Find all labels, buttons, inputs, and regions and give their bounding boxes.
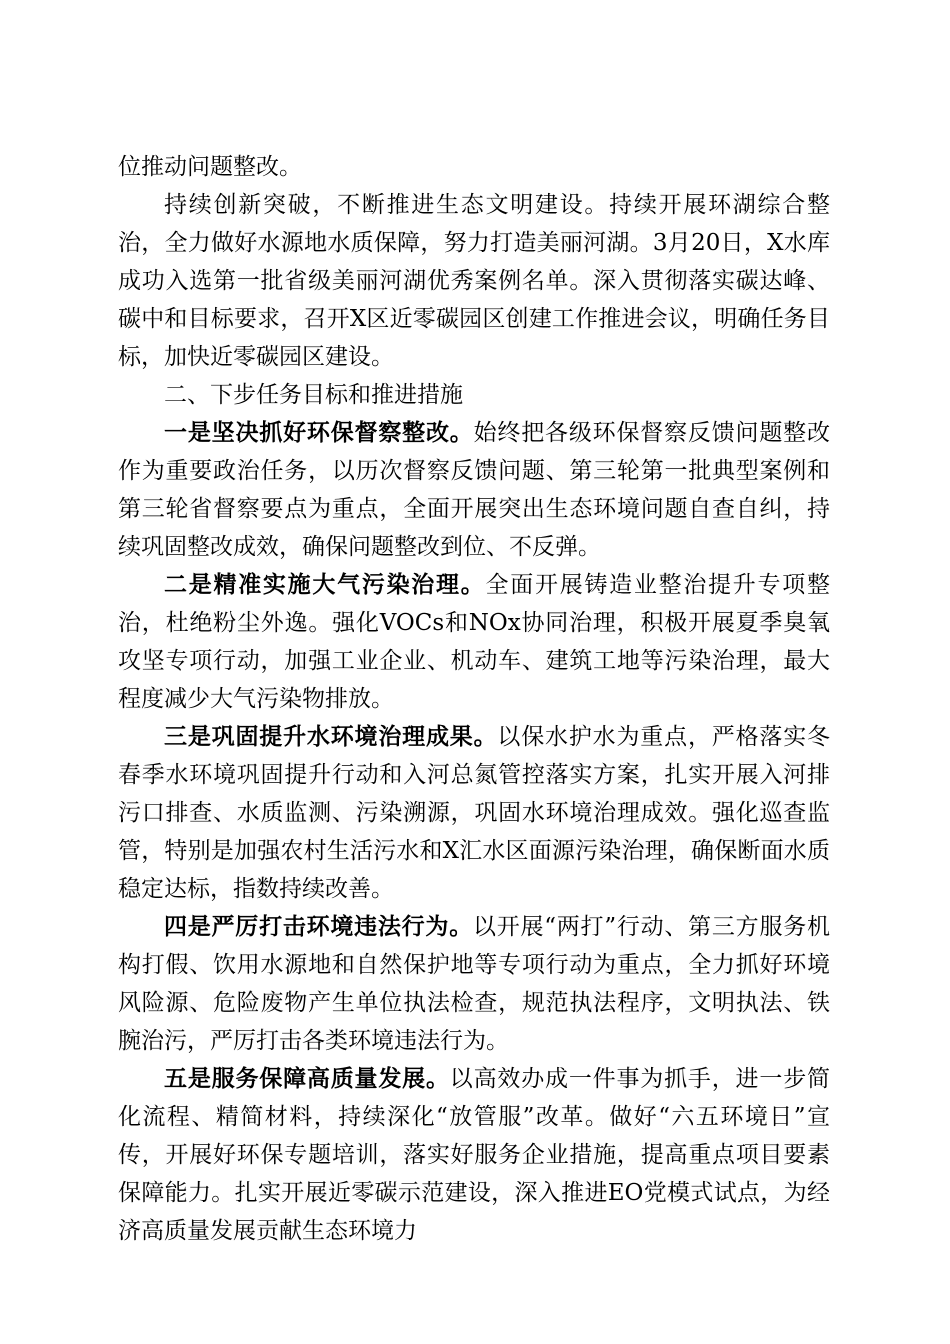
paragraph-text: 全面开展铸造业整治提升专项整治，杜绝粉尘外逸。强化VOCs和NOx协同治理，积极开展夏季臭氧攻坚专项行动，加强工业企业、机动车、建筑工地等污染治理，最大程度减少大气污染物排放。 (118, 572, 831, 712)
paragraph-service-development (118, 1060, 830, 1250)
paragraph-ecological-civilization (118, 186, 830, 376)
paragraph-lead: 五是服务保障高质量发展。 (164, 1065, 450, 1092)
paragraph-text: 以开展“两打”行动、第三方服务机构打假、饮用水源地和自然保护地等专项行动为重点，全力抓好环境风险源、危险废物产生单位执法检查，规范执法程序，文明执法、铁腕治污，严厉打击各类环境违法行为。 (118, 914, 830, 1054)
paragraph-continuation (118, 148, 830, 186)
paragraph-lead: 四是严厉打击环境违法行为。 (164, 913, 473, 940)
document-body (118, 148, 830, 1250)
paragraph-law-enforcement (118, 908, 830, 1060)
section-heading-text: 二、下步任务目标和推进措施 (164, 382, 463, 408)
paragraph-water-environment (118, 718, 830, 908)
paragraph-text: 始终把各级环保督察反馈问题整改作为重要政治任务，以历次督察反馈问题、第三轮第一批典型案例和第三轮省督察要点为重点，全面开展突出生态环境问题自查自纠，持续巩固整改成效，确保问题整改到位、不反弹。 (118, 420, 831, 560)
paragraph-text: 以高效办成一件事为抓手，进一步简化流程、精简材料，持续深化“放管服”改革。做好“六五环境日”宣传，开展好环保专题培训，落实好服务企业措施，提高重点项目要素保障能力。扎实开展近零碳示范建设，深入推进EO党模式试点，为经济高质量发展贡献生态环境力 (118, 1066, 831, 1244)
paragraph-text: 位推动问题整改。 (118, 154, 302, 180)
paragraph-air-pollution (118, 566, 830, 718)
paragraph-inspection-rectification (118, 414, 830, 566)
paragraph-lead: 二是精准实施大气污染治理。 (164, 571, 486, 598)
paragraph-text: 以保水护水为重点，严格落实冬春季水环境巩固提升行动和入河总氮管控落实方案，扎实开展入河排污口排查、水质监测、污染溯源，巩固水环境治理成效。强化巡查监管，特别是加强农村生活污水和X汇水区面源污染治理，确保断面水质稳定达标，指数持续改善。 (118, 724, 831, 902)
paragraph-lead: 三是巩固提升水环境治理成果。 (164, 723, 498, 750)
section-heading (118, 376, 830, 414)
paragraph-text: 持续创新突破，不断推进生态文明建设。持续开展环湖综合整治，全力做好水源地水质保障，努力打造美丽河湖。3月20日，X水库成功入选第一批省级美丽河湖优秀案例名单。深入贯彻落实碳达峰、碳中和目标要求，召开X区近零碳园区创建工作推进会议，明确任务目标，加快近零碳园区建设。 (118, 192, 830, 370)
paragraph-lead: 一是坚决抓好环保督察整改。 (164, 419, 474, 446)
